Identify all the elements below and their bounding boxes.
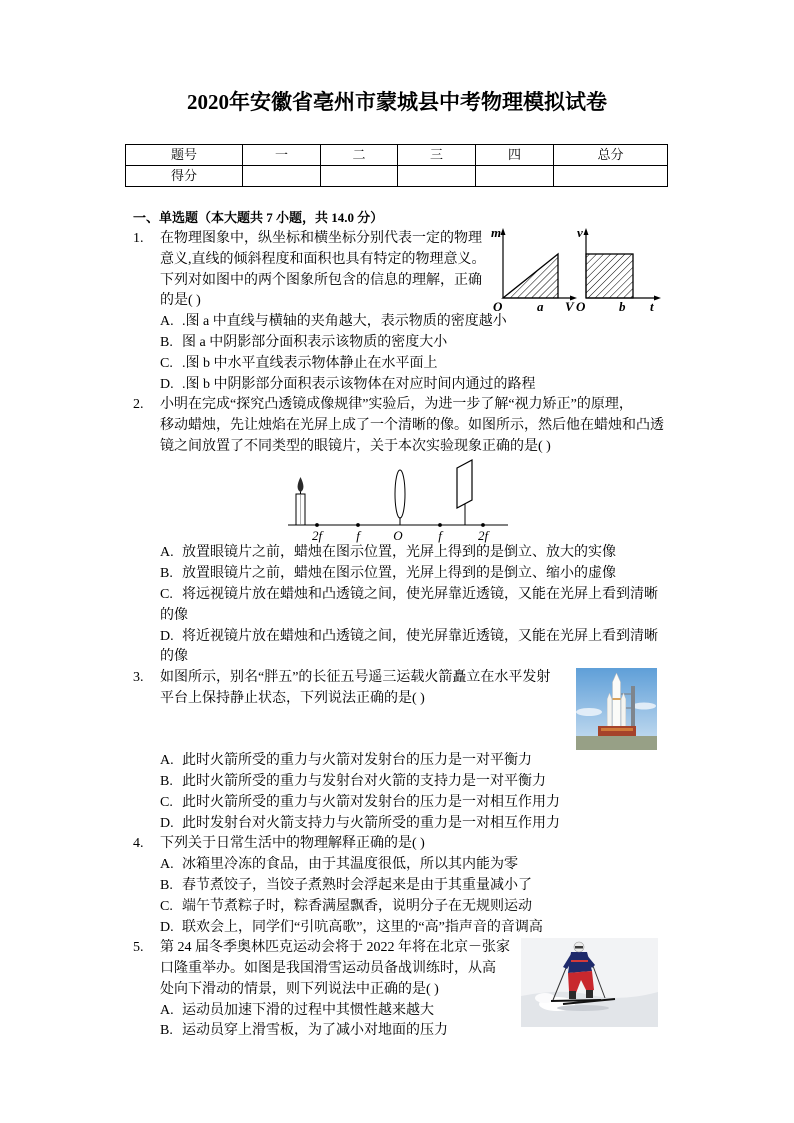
option-label: A. <box>160 545 174 561</box>
option-text: 此时火箭所受的重力与发射台对火箭的支持力是一对平衡力 <box>182 773 546 789</box>
option-text: 端午节煮粽子时，粽香满屋飘香，说明分子在无规则运动 <box>182 898 532 914</box>
option-label: B. <box>160 773 173 789</box>
option-a <box>0 855 794 876</box>
option-label: A. <box>160 1002 174 1018</box>
graph-b-name-label: b <box>619 299 626 314</box>
score-label-cell: 得分 <box>126 166 243 187</box>
header-col-1: 一 <box>243 145 321 166</box>
option-text: .图 b 中阴影部分面积表示该物体在对应时间内通过的路程 <box>182 376 536 392</box>
option-b <box>0 772 794 793</box>
option-label: C. <box>160 355 173 371</box>
option-c-continuation <box>0 606 794 627</box>
convex-lens <box>395 470 405 525</box>
header-col-4: 四 <box>476 145 554 166</box>
option-text: 将近视镜片放在蜡烛和凸透镜之间，使光屏靠近透镜，又能在光屏上看到清晰 <box>182 628 658 644</box>
option-label: C. <box>160 898 173 914</box>
axis-point-f-right <box>438 523 442 527</box>
option-text: 此时火箭所受的重力与火箭对发射台的压力是一对平衡力 <box>182 753 532 769</box>
option-text: 此时火箭所受的重力与火箭对发射台的压力是一对相互作用力 <box>182 794 560 810</box>
option-text: 运动员穿上滑雪板，为了减小对地面的压力 <box>182 1023 448 1039</box>
q2-optical-bench-figure <box>284 458 514 544</box>
graph-b-shaded-rect <box>586 254 633 298</box>
header-label-cell: 题号 <box>126 145 243 166</box>
question-stem-line <box>0 668 794 689</box>
stem-text: 处向下滑动的情景，则下列说法中正确的是( ) <box>160 981 439 997</box>
graph-b-y-arrow <box>584 228 589 235</box>
axis-point-f-left <box>356 523 360 527</box>
axis-point-2f-right <box>481 523 485 527</box>
axis-label-f-left: f <box>356 528 360 543</box>
option-b <box>0 1021 794 1042</box>
question-number: 3. <box>133 670 144 686</box>
stem-text: 的是( ) <box>160 293 201 309</box>
axis-point-2f-left <box>315 523 319 527</box>
page-title: 2020年安徽省亳州市蒙城县中考物理模拟试卷 <box>187 90 607 114</box>
jacket-stripe <box>571 960 588 962</box>
question-stem-line <box>0 291 794 312</box>
score-cell-3 <box>398 166 476 187</box>
score-cell-total <box>554 166 668 187</box>
question-stem-line <box>0 395 794 416</box>
candle <box>296 477 305 525</box>
score-cell-4 <box>476 166 554 187</box>
option-text: 运动员加速下滑的过程中其惯性越来越大 <box>182 1002 434 1018</box>
candle-flame <box>298 477 304 492</box>
question-stem-line <box>0 689 794 710</box>
rocket-booster-right <box>621 693 626 727</box>
graph-a-y-arrow <box>501 228 506 235</box>
question-stem-line <box>0 271 794 292</box>
question-stem-line <box>0 980 794 1001</box>
option-d-continuation <box>0 647 794 668</box>
question-number: 5. <box>133 940 144 956</box>
graph-a-y-label: m <box>491 226 502 240</box>
question-stem-line <box>0 959 794 980</box>
option-c <box>0 793 794 814</box>
option-label: D. <box>160 628 174 644</box>
stem-text: 平台上保持静止状态，下列说法正确的是( ) <box>160 690 425 706</box>
section-heading: 一、单选题（本大题共 7 小题，共 14.0 分） <box>133 210 384 225</box>
option-d <box>0 375 794 396</box>
question-number: 2. <box>133 397 144 413</box>
axis-label-2f-left: 2f <box>311 528 323 543</box>
skier-photo <box>521 938 658 1027</box>
option-label: B. <box>160 1023 173 1039</box>
question-4 <box>0 834 794 938</box>
option-a <box>0 543 794 564</box>
option-b <box>0 564 794 585</box>
axis-label-origin: O <box>393 528 403 543</box>
option-text: 的像 <box>160 649 188 665</box>
graph-b-x-label: t <box>650 299 654 314</box>
question-stem-line <box>0 437 794 458</box>
graph-b <box>576 226 661 314</box>
screen-shape <box>457 460 472 508</box>
platform-deck <box>601 728 633 731</box>
graph-b-origin-label: O <box>576 299 586 314</box>
option-text: 将远视镜片放在蜡烛和凸透镜之间，使光屏靠近透镜，又能在光屏上看到清晰 <box>182 586 658 602</box>
option-text: 图 a 中阴影部分面积表示该物质的密度大小 <box>182 334 448 350</box>
stem-text: 在物理图象中，纵坐标和横坐标分别代表一定的物理 <box>160 231 482 246</box>
stem-text: 移动蜡烛，先让烛焰在光屏上成了一个清晰的像。如图所示，然后他在蜡烛和凸透 <box>160 418 664 434</box>
option-label: B. <box>160 334 173 350</box>
score-cell-2 <box>321 166 398 187</box>
option-text: .图 b 中水平直线表示物体静止在水平面上 <box>182 355 438 371</box>
option-label: C. <box>160 586 173 602</box>
stem-text: 口隆重举办。如图是我国滑雪运动员备战训练时，从高 <box>160 961 496 977</box>
option-d <box>0 627 794 648</box>
stem-text: 镜之间放置了不同类型的眼镜片，关于本次实验现象正确的是( ) <box>160 438 551 454</box>
graph-a-shaded-triangle <box>503 254 558 298</box>
score-table-score-row <box>126 166 668 187</box>
question-5 <box>0 938 794 1042</box>
option-label: B. <box>160 566 173 582</box>
light-screen <box>457 460 472 525</box>
option-label: B. <box>160 877 173 893</box>
axis-label-2f-right: 2f <box>477 528 489 543</box>
option-text: 此时发射台对火箭支持力与火箭所受的重力是一对相互作用力 <box>182 815 560 831</box>
header-col-total: 总分 <box>554 145 668 166</box>
question-stem-line <box>0 229 794 250</box>
cloud <box>632 703 656 710</box>
option-text: 放置眼镜片之前，蜡烛在图示位置，光屏上得到的是倒立、缩小的虚像 <box>182 566 616 582</box>
stem-text: 下列关于日常生活中的物理解释正确的是( ) <box>160 836 425 852</box>
question-number: 4. <box>133 836 144 852</box>
option-a <box>0 1001 794 1022</box>
rocket-stripe <box>613 698 621 700</box>
figure-space <box>0 710 794 751</box>
option-label: A. <box>160 753 174 769</box>
stem-text: 下列对如图中的两个图象所包含的信息的理解，正确 <box>160 272 482 288</box>
question-stem-line <box>0 250 794 271</box>
option-d <box>0 918 794 939</box>
score-table <box>125 144 668 187</box>
option-text: 联欢会上，同学们“引吭高歌”，这里的“高”指声音的音调高 <box>182 919 543 935</box>
stem-text: 意义,直线的倾斜程度和面积也具有特定的物理意义。 <box>160 251 486 267</box>
skier-goggles <box>575 946 583 949</box>
option-b <box>0 333 794 354</box>
graph-a-origin-label: O <box>493 299 503 314</box>
option-label: D. <box>160 815 174 831</box>
option-a <box>0 312 794 333</box>
option-c <box>0 354 794 375</box>
option-label: C. <box>160 794 173 810</box>
cloud <box>576 708 602 716</box>
stem-text: 第 24 届冬季奥林匹克运动会将于 2022 年将在北京－张家 <box>160 940 510 956</box>
header-col-3: 三 <box>398 145 476 166</box>
option-text: 冰箱里冷冻的食品，由于其温度很低，所以其内能为零 <box>182 857 518 873</box>
option-c <box>0 897 794 918</box>
option-text: 放置眼镜片之前，蜡烛在图示位置，光屏上得到的是倒立、放大的实像 <box>182 545 616 561</box>
stem-text: 小明在完成“探究凸透镜成像规律”实验后，为进一步了解“视力矫正”的原理， <box>160 397 633 413</box>
graph-a-x-label: V <box>565 299 574 314</box>
stem-text: 如图所示，别名“胖五”的长征五号遥三运载火箭矗立在水平发射 <box>160 670 551 686</box>
question-1 <box>0 229 794 395</box>
skier-boot-right <box>586 990 593 998</box>
option-d <box>0 814 794 835</box>
score-table-header-row <box>126 145 668 166</box>
snow-shadow <box>557 1005 609 1011</box>
option-a <box>0 751 794 772</box>
option-label: D. <box>160 376 174 392</box>
option-c <box>0 585 794 606</box>
score-cell-1 <box>243 166 321 187</box>
rocket-photo <box>576 668 657 750</box>
option-label: D. <box>160 919 174 935</box>
option-text: 春节煮饺子，当饺子煮熟时会浮起来是由于其重量减小了 <box>182 877 532 893</box>
lens-shape <box>395 470 405 518</box>
option-text: .图 a 中直线与横轴的夹角越大，表示物质的密度越小 <box>182 314 507 330</box>
option-text: 的像 <box>160 607 188 623</box>
launch-tower <box>631 686 635 728</box>
q1-graphs-figure <box>490 226 665 316</box>
graph-a <box>491 226 577 314</box>
graph-a-name-label: a <box>537 299 544 314</box>
exam-content <box>0 206 794 1042</box>
question-stem-line <box>0 416 794 437</box>
question-stem-line <box>0 938 794 959</box>
option-label: A. <box>160 314 174 330</box>
question-3 <box>0 668 794 834</box>
ground <box>576 736 657 750</box>
axis-label-f-right: f <box>438 528 442 543</box>
skier-boot-left <box>569 991 576 999</box>
graph-b-x-arrow <box>654 296 661 301</box>
option-b <box>0 876 794 897</box>
question-stem-line <box>0 834 794 855</box>
question-number: 1. <box>133 231 144 246</box>
header-col-2: 二 <box>321 145 398 166</box>
rocket-booster-left <box>607 693 612 727</box>
graph-b-y-label: v <box>577 226 583 240</box>
option-label: A. <box>160 857 174 873</box>
